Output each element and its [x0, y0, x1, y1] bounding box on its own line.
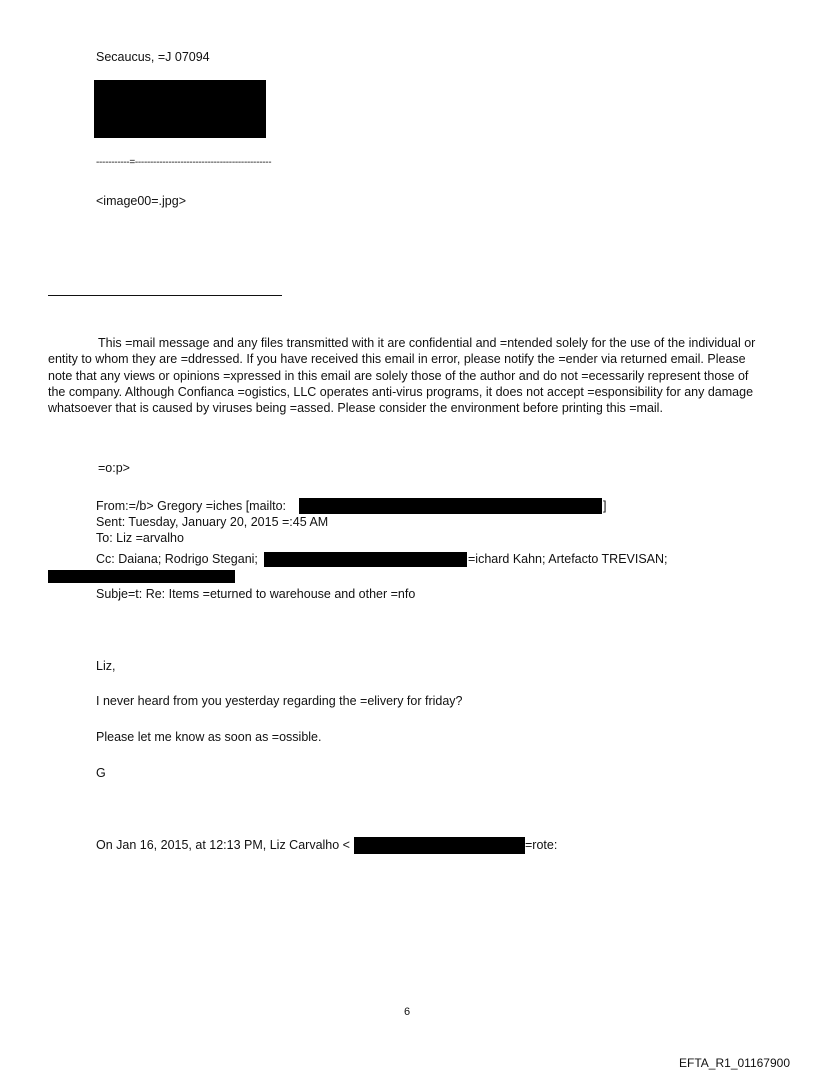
bates-number: EFTA_R1_01167900 [679, 1056, 790, 1070]
quoted-suffix: =rote: [525, 838, 558, 852]
header-to: To: Liz =arvalho [96, 531, 184, 545]
body-signoff: G [96, 766, 106, 780]
body-greeting: Liz, [96, 659, 116, 673]
dashed-separator: -----------=--------------------------------------------- [96, 157, 272, 168]
header-sent: Sent: Tuesday, January 20, 2015 =:45 AM [96, 515, 329, 529]
redaction-block [94, 80, 266, 138]
page-number: 6 [404, 1006, 411, 1018]
redaction-cc-line2 [48, 570, 235, 583]
header-subject: Subje=t: Re: Items =eturned to warehouse and other =nfo [96, 587, 416, 601]
body-line-1: I never heard from you yesterday regarding the =elivery for friday? [96, 694, 463, 708]
redaction-quoted-email [354, 837, 525, 854]
address-line: Secaucus, =J 07094 [96, 50, 210, 64]
header-from-suffix: ] [603, 499, 607, 513]
redaction-from-email [299, 498, 602, 514]
header-cc-prefix: Cc: Daiana; Rodrigo Stegani; [96, 552, 258, 566]
op-tag: =o:p> [98, 461, 130, 475]
horizontal-rule [48, 295, 282, 296]
body-line-2: Please let me know as soon as =ossible. [96, 730, 322, 744]
image-placeholder: <image00=.jpg> [96, 194, 187, 208]
header-from-prefix: From:=/b> Gregory =iches [mailto: [96, 499, 287, 513]
quoted-prefix: On Jan 16, 2015, at 12:13 PM, Liz Carvalho < [96, 838, 350, 852]
disclaimer-paragraph [48, 335, 768, 416]
redaction-cc [264, 552, 467, 567]
header-cc-suffix: =ichard Kahn; Artefacto TREVISAN; [468, 552, 668, 566]
disclaimer-text: This =mail message and any files transmitted with it are confidential and =ntended solely for the use of the individual or entity to whom they are =ddressed. If you have received this email in error, please notify the =ender via returned email. Please note that any views or opinions =xpressed in this email are solely those of the author and do not =ecessarily represent those of the company. Although Confianca =ogistics, LLC operates anti-virus programs, it does not accept =esponsibility for any damage whatsoever that is caused by viruses being =assed. Please consider the environment before printing this =mail. [48, 336, 756, 416]
